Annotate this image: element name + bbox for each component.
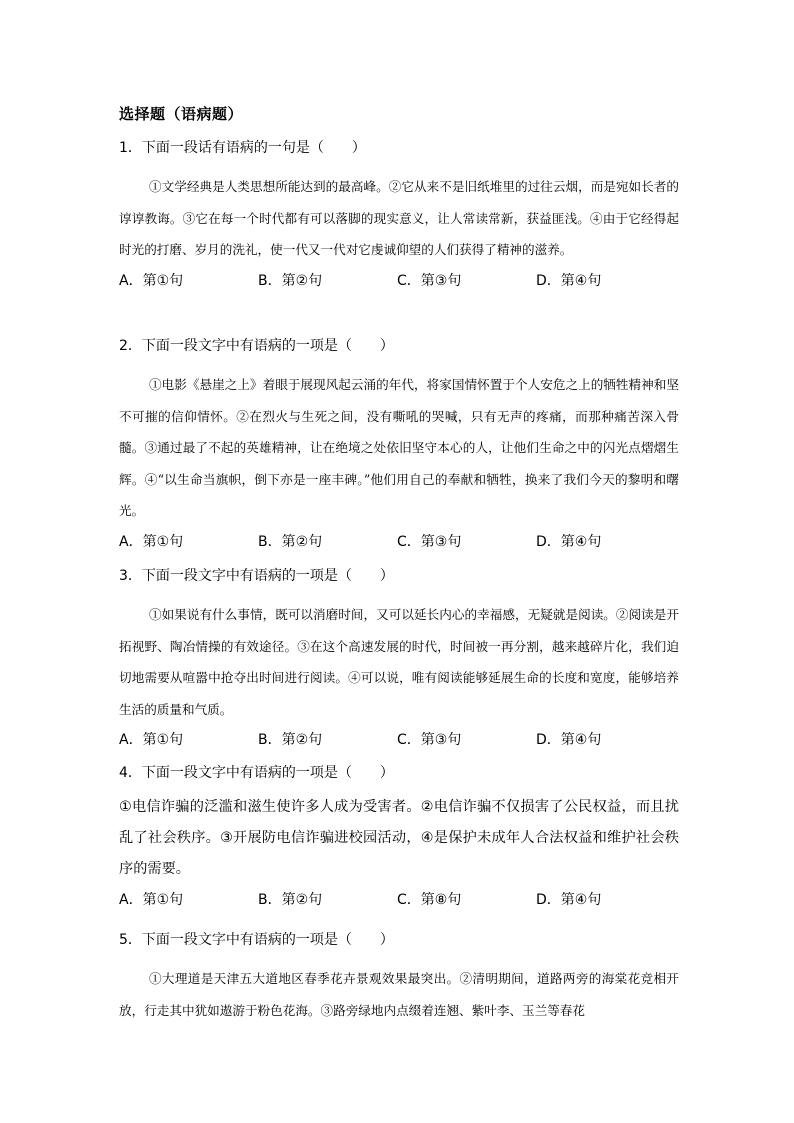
option-d[interactable]: D．第④句 [536,272,602,289]
option-b[interactable]: B．第②句 [258,732,323,748]
answer-options [119,531,679,553]
option-b[interactable]: B．第②句 [258,272,323,289]
question-passage: ①电影《悬崖之上》着眼于展现风起云涌的年代，将家国情怀置于个人安危之上的牺牲精神和坚不可摧的信仰情怀。②在烈火与生死之间，没有嘶吼的哭喊，只有无声的疼痛，而那种痛苦深入骨髓。③通过最了不起的英雄精神，让在绝境之处依旧坚守本心的人，让他们生命之中的闪光点熠熠生辉。④“以生命当旗帜，倒下亦是一座丰碑。”他们用自己的奉献和牺牲，换来了我们今天的黎明和曙光。 [119,377,679,518]
option-d[interactable]: D．第④句 [536,892,602,908]
question-3 [119,565,679,751]
question-stem: 4．下面一段文字中有语病的一项是（ ） [119,765,394,781]
option-a[interactable]: A．第①句 [119,272,184,289]
question-1 [119,137,679,292]
answer-options [119,729,679,751]
question-stem: 1．下面一段话有语病的一句是（ ） [119,140,366,156]
option-a[interactable]: A．第①句 [119,533,184,550]
section-title: 选择题（语病题） [119,105,244,123]
question-4 [119,762,679,911]
question-stem: 2．下面一段文字中有语病的一项是（ ） [119,338,394,354]
option-c[interactable]: C．第③句 [397,732,462,748]
option-d[interactable]: D．第④句 [536,732,602,748]
question-stem: 3．下面一段文字中有语病的一项是（ ） [119,568,394,584]
question-passage: ①电信诈骗的泛滥和滋生使许多人成为受害者。②电信诈骗不仅损害了公民权益，而且扰乱了社会秩序。③开展防电信诈骗进校园活动，④是保护未成年人合法权益和维护社会秩序的需要。 [119,799,679,877]
answer-options [119,889,679,911]
question-passage: ①如果说有什么事情，既可以消磨时间，又可以延长内心的幸福感，无疑就是阅读。②阅读是开拓视野、陶冶情操的有效途径。③在这个高速发展的时代，时间被一再分割，越来越碎片化，我们迫切地需要从喧嚣中抢夺出时间进行阅读。④可以说，唯有阅读能够延展生命的长度和宽度，能够培养生活的质量和气质。 [119,607,679,717]
question-passage: ①大理道是天津五大道地区春季花卉景观效果最突出。②清明期间，道路两旁的海棠花竞相开放，行走其中犹如遨游于粉色花海。③路旁绿地内点缀着连翘、紫叶李、玉兰等春花 [119,971,679,1018]
option-d[interactable]: D．第④句 [536,533,602,550]
option-a[interactable]: A．第①句 [119,732,184,748]
question-5 [119,929,679,1026]
question-stem: 5．下面一段文字中有语病的一项是（ ） [119,932,394,948]
question-passage: ①文学经典是人类思想所能达到的最高峰。②它从来不是旧纸堆里的过往云烟，而是宛如长者的谆谆教诲。③它在每一个时代都有可以落脚的现实意义，让人常读常新，获益匪浅。④由于它经得起时光的打磨、岁月的洗礼，使一代又一代对它虔诚仰望的人们获得了精神的滋养。 [119,179,679,257]
option-a[interactable]: A．第①句 [119,892,184,908]
answer-options [119,270,679,292]
option-b[interactable]: B．第②句 [258,533,323,550]
option-b[interactable]: B．第②句 [258,892,323,908]
question-2 [119,335,679,553]
option-c[interactable]: C．第③句 [397,533,462,550]
option-c[interactable]: C．第⑧句 [397,892,462,908]
option-c[interactable]: C．第③句 [397,272,462,289]
